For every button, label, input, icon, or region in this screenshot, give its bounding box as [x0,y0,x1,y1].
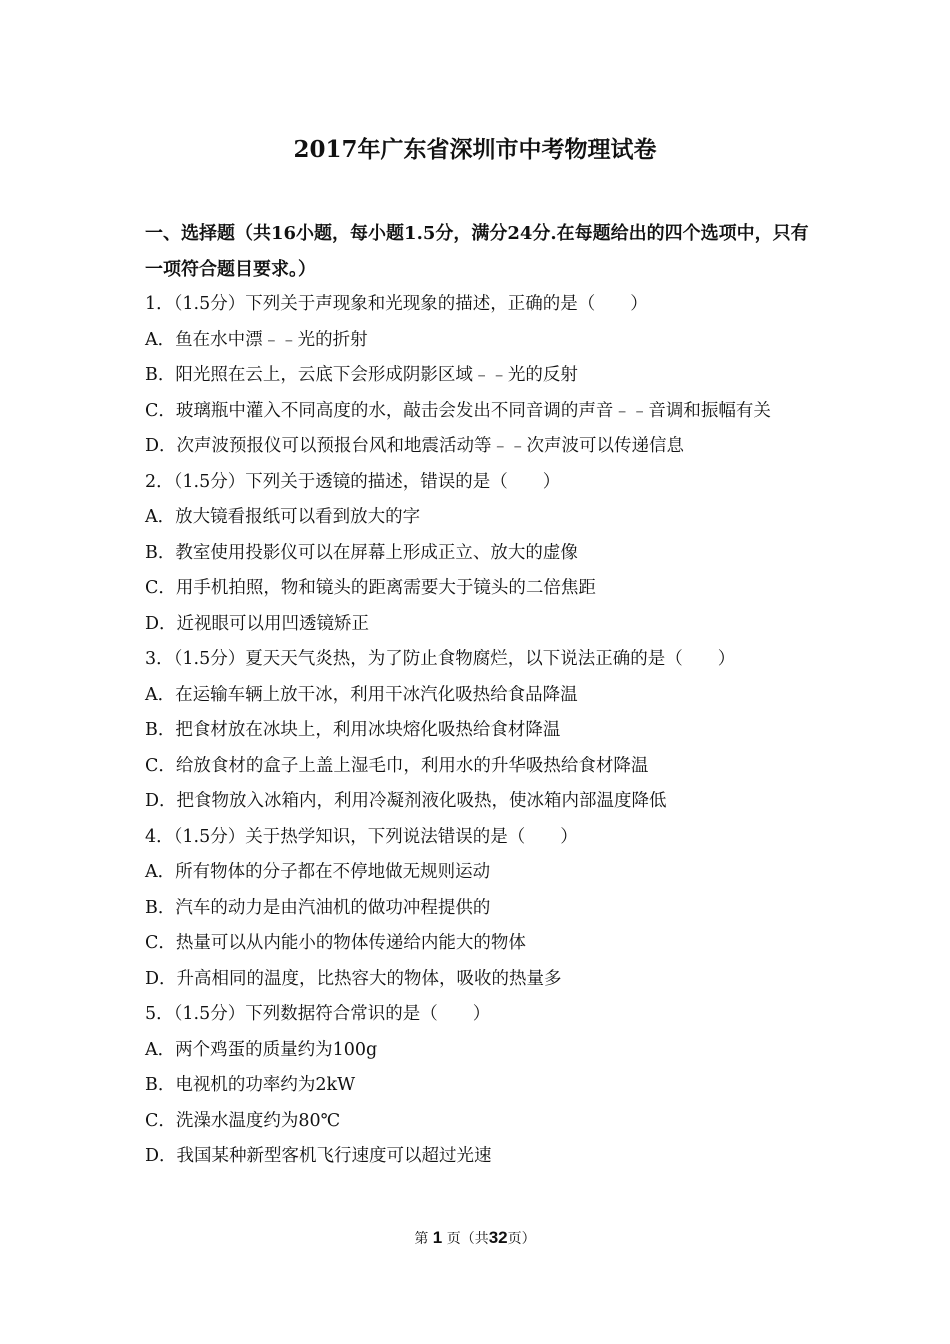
page-footer [0,1226,950,1251]
footer-page-number: 1 [432,1228,443,1247]
question-3 [145,642,810,820]
option-a: A．放大镜看报纸可以看到放大的字 [145,507,421,527]
question-stem: 1．（1.5分）下列关于声现象和光现象的描述，正确的是（ ） [145,294,648,314]
option-c: C．给放食材的盒子上盖上湿毛巾，利用水的升华吸热给食材降温 [145,755,649,776]
option-b: B．汽车的动力是由汽油机的做功冲程提供的 [145,897,491,918]
question-2 [145,465,810,643]
option-c: C．热量可以从内能小的物体传递给内能大的物体 [145,933,526,953]
document-title: 2017年广东省深圳市中考物理试卷 [293,136,657,163]
option-a: A．所有物体的分子都在不停地做无规则运动 [145,862,491,882]
question-4 [145,820,810,998]
question-stem: 4．（1.5分）关于热学知识，下列说法错误的是（ ） [145,826,578,847]
option-d: D．升高相同的温度，比热容大的物体，吸收的热量多 [145,968,562,989]
question-stem: 3．（1.5分）夏天天气炎热，为了防止食物腐烂，以下说法正确的是（ ） [145,649,736,669]
option-d: D．我国某种新型客机飞行速度可以超过光速 [145,1146,492,1166]
footer-middle: 页（共 [446,1231,489,1247]
question-stem: 2．（1.5分）下列关于透镜的描述，错误的是（ ） [145,471,561,492]
document-body [145,216,810,1175]
question-1 [145,287,810,465]
footer-total-pages: 32 [488,1228,508,1247]
footer-prefix: 第 [414,1231,429,1247]
option-d: D．近视眼可以用凹透镜矫正 [145,613,370,634]
option-a: A．鱼在水中漂﹣﹣光的折射 [145,329,368,350]
footer-suffix: 页） [507,1231,536,1247]
option-c: C．洗澡水温度约为80℃ [145,1110,341,1131]
option-b: B．阳光照在云上，云底下会形成阴影区域﹣﹣光的反射 [145,365,578,385]
option-d: D．次声波预报仪可以预报台风和地震活动等﹣﹣次声波可以传递信息 [145,436,685,456]
option-c: C．玻璃瓶中灌入不同高度的水，敲击会发出不同音调的声音﹣﹣音调和振幅有关 [145,400,771,421]
option-b: B．把食材放在冰块上，利用冰块熔化吸热给食材降温 [145,720,561,740]
option-c: C．用手机拍照，物和镜头的距离需要大于镜头的二倍焦距 [145,578,596,598]
question-5 [145,997,810,1175]
section-heading: 一、选择题（共16小题，每小题1.5分，满分24分.在每题给出的四个选项中，只有一项符合题目要求。） [145,223,809,280]
option-b: B．教室使用投影仪可以在屏幕上形成正立、放大的虚像 [145,542,578,563]
question-stem: 5．（1.5分）下列数据符合常识的是（ ） [145,1004,491,1024]
option-a: A．两个鸡蛋的质量约为100g [145,1039,378,1060]
option-b: B．电视机的功率约为2kW [145,1075,356,1095]
option-d: D．把食物放入冰箱内，利用冷凝剂液化吸热，使冰箱内部温度降低 [145,791,667,811]
option-a: A．在运输车辆上放干冰，利用干冰汽化吸热给食品降温 [145,684,578,705]
